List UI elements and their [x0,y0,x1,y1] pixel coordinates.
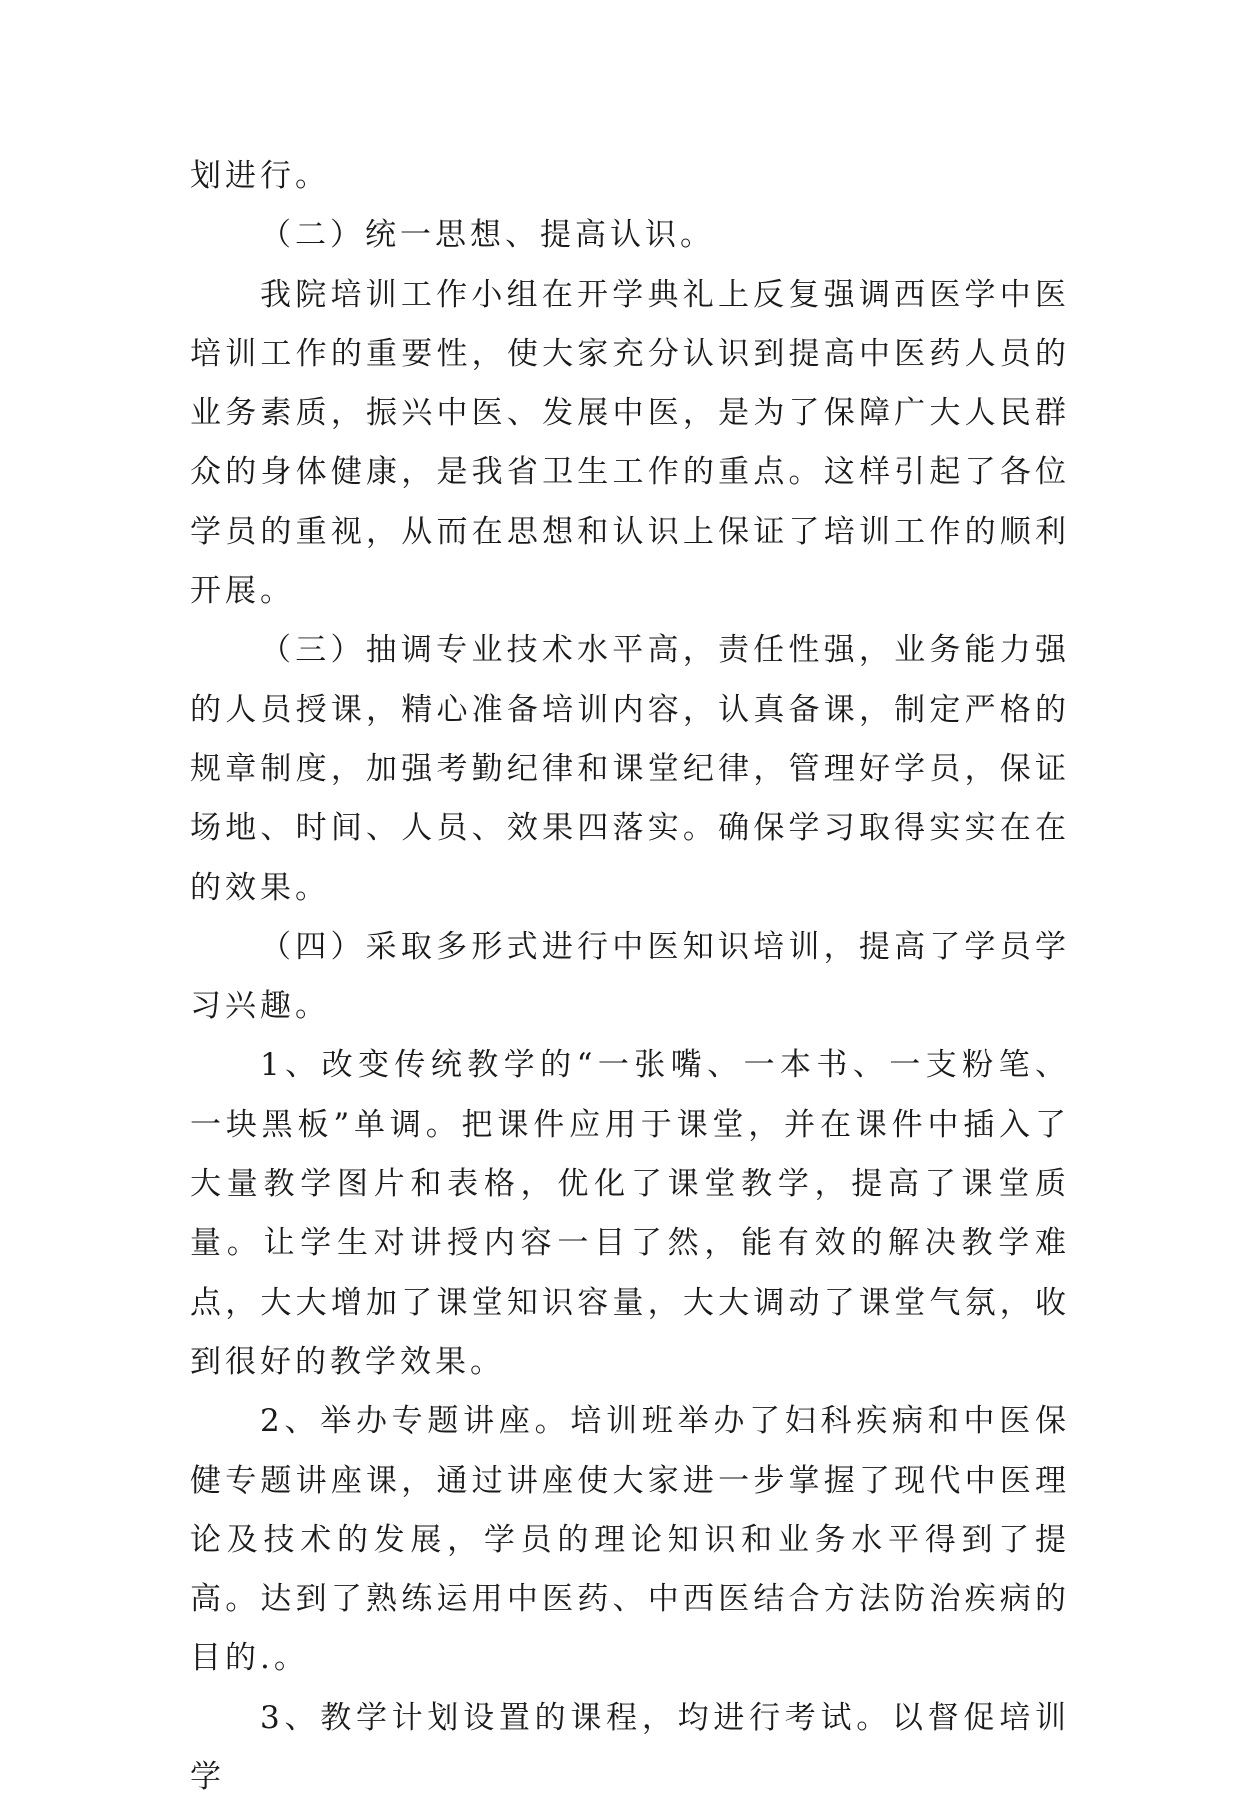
document-body [190,147,1070,1807]
paragraph-continuation: 划进行。 [190,158,330,194]
list-item-1: 1、改变传统教学的“一张嘴、一本书、一支粉笔、一块黑板”单调。把课件应用于课堂，并在课件中插入了大量教学图片和表格，优化了课堂教学，提高了课堂质量。让学生对讲授内容一目了然，能有效的解决教学难点，大大增加了课堂知识容量，大大调动了课堂气氛，收到很好的教学效果。 [190,1047,1070,1380]
list-item-3: 3、教学计划设置的课程，均进行考试。以督促培训学 [190,1699,1070,1796]
section-heading-three: （三）抽调专业技术水平高，责任性强，业务能力强的人员授课，精心准备培训内容，认真备课，制定严格的规章制度，加强考勤纪律和课堂纪律，管理好学员，保证场地、时间、人员、效果四落实。确保学习取得实实在在的效果。 [190,632,1070,906]
list-item-2: 2、举办专题讲座。培训班举办了妇科疾病和中医保健专题讲座课，通过讲座使大家进一步掌握了现代中医理论及技术的发展，学员的理论知识和业务水平得到了提高。达到了熟练运用中医药、中西医结合方法防治疾病的目的.。 [190,1403,1070,1677]
paragraph-unify-thinking: 我院培训工作小组在开学典礼上反复强调西医学中医培训工作的重要性，使大家充分认识到提高中医药人员的业务素质，振兴中医、发展中医，是为了保障广大人民群众的身体健康，是我省卫生工作的重点。这样引起了各位学员的重视，从而在思想和认识上保证了培训工作的顺利开展。 [190,276,1070,610]
section-heading-two: （二）统一思想、提高认识。 [260,217,715,254]
section-heading-four: （四）采取多形式进行中医知识培训，提高了学员学习兴趣。 [190,928,1070,1025]
